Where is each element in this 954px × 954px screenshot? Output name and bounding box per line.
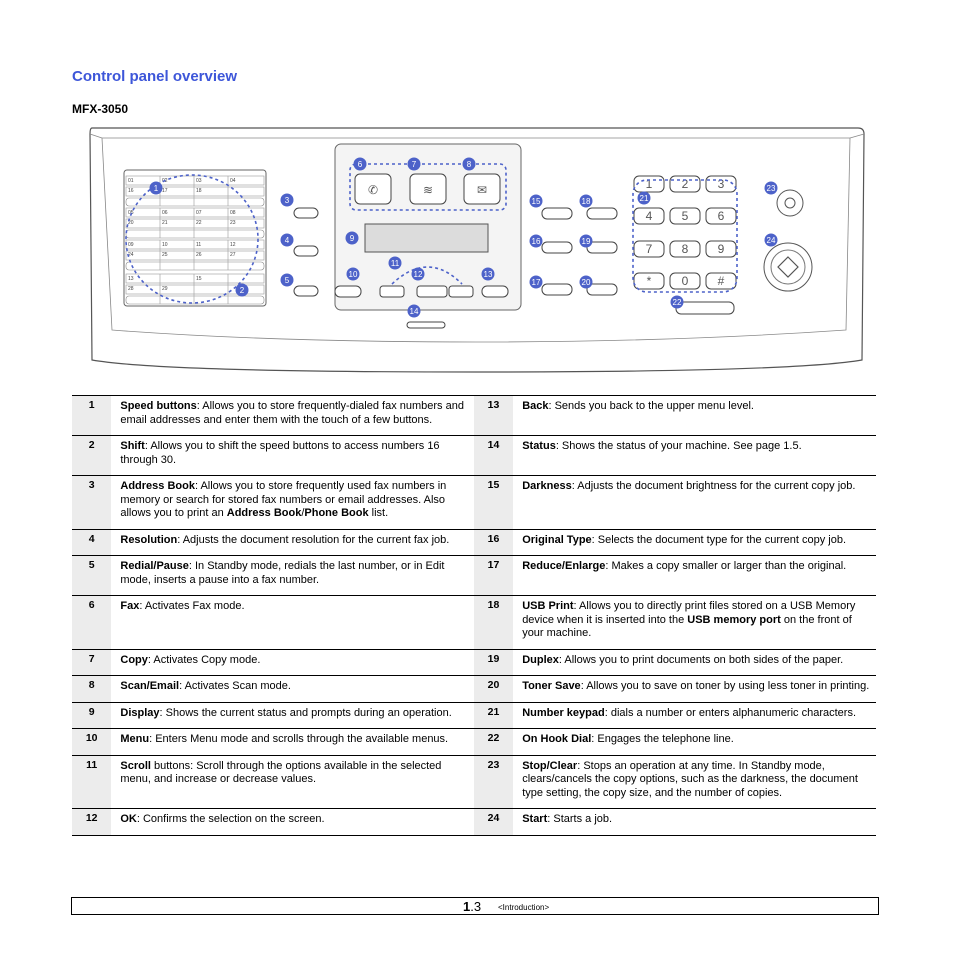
- item-number: 17: [474, 556, 513, 596]
- table-row: [72, 476, 876, 530]
- speed-label: 05: [128, 210, 134, 216]
- table-row: [72, 556, 876, 596]
- speed-label: 03: [196, 178, 202, 184]
- callout-number: 18: [581, 197, 591, 206]
- callout-number: 2: [239, 286, 245, 295]
- speed-label: 24: [128, 252, 134, 258]
- keypad-key-label: #: [717, 274, 725, 288]
- table-row: [72, 436, 876, 476]
- item-title: Copy: [120, 653, 148, 666]
- item-number: 22: [474, 729, 513, 756]
- item-description: Scan/Email: Activates Scan mode.: [111, 676, 473, 703]
- speed-label: 17: [162, 188, 168, 194]
- item-number: 5: [72, 556, 111, 596]
- item-title: Start: [522, 813, 548, 825]
- control-panel-illustration: [72, 124, 880, 374]
- table-row: [72, 729, 876, 756]
- item-title: Redial/Pause: [120, 560, 189, 572]
- callout-number: 8: [466, 160, 472, 169]
- item-title: Shift: [120, 440, 145, 452]
- speed-label: 01: [128, 178, 134, 184]
- item-title: Address Book: [120, 480, 195, 492]
- item-description: Status: Shows the status of your machine. See page 1.5.: [513, 436, 876, 476]
- item-number: 7: [72, 649, 111, 676]
- item-description: Shift: Allows you to shift the speed buttons to access numbers 16 through 30.: [111, 436, 473, 476]
- keypad-key-label: 5: [681, 209, 689, 223]
- table-row: [72, 809, 876, 836]
- item-number: 18: [474, 596, 513, 650]
- item-title: Reduce/Enlarge: [522, 560, 606, 572]
- svg-text:✉: ✉: [476, 183, 488, 197]
- callout-number: 19: [581, 237, 591, 246]
- item-title: Darkness: [522, 480, 572, 492]
- page-number: 1.3: [463, 899, 482, 914]
- item-number: 12: [72, 809, 111, 836]
- item-description: Stop/Clear: Stops an operation at any time. In Standby mode, clears/cancels the copy options, such as the darkness, the document type setting, the copy size, and the number of copies.: [513, 755, 876, 809]
- item-title: Status: [522, 440, 556, 452]
- item-number: 3: [72, 476, 111, 530]
- item-title: Toner Save: [522, 680, 581, 692]
- item-number: 1: [72, 396, 111, 436]
- item-description: Fax: Activates Fax mode.: [111, 596, 473, 650]
- page-footer: [71, 897, 879, 915]
- item-description: Original Type: Selects the document type for the current copy job.: [513, 529, 876, 556]
- item-description: Speed buttons: Allows you to store frequently-dialed fax numbers and email addresses and enter them with the touch of a few buttons.: [111, 396, 473, 436]
- item-number: 9: [72, 702, 111, 729]
- item-description: Redial/Pause: In Standby mode, redials the last number, or in Edit mode, inserts a pause into a fax number.: [111, 556, 473, 596]
- item-description: Darkness: Adjusts the document brightness for the current copy job.: [513, 476, 876, 530]
- svg-text:≋: ≋: [422, 183, 434, 197]
- speed-label: 10: [162, 242, 168, 248]
- item-title: Speed buttons: [120, 400, 197, 412]
- callout-number: 4: [284, 236, 290, 245]
- item-number: 15: [474, 476, 513, 530]
- item-description: On Hook Dial: Engages the telephone line.: [513, 729, 876, 756]
- item-title: Resolution: [120, 533, 178, 546]
- item-number: 13: [474, 396, 513, 436]
- speed-label: 07: [196, 210, 202, 216]
- keypad-key-label: *: [646, 274, 652, 288]
- item-number: 11: [72, 755, 111, 809]
- item-number: 14: [474, 436, 513, 476]
- control-description-table: [72, 395, 876, 836]
- section-title: Control panel overview: [72, 68, 238, 85]
- callout-number: 17: [531, 278, 541, 287]
- item-description: USB Print: Allows you to directly print files stored on a USB Memory device when it is inserted into the USB memory port on the front of your machine.: [513, 596, 876, 650]
- item-title: Scan/Email: [120, 680, 180, 692]
- callout-number: 1: [153, 184, 159, 193]
- speed-label: 11: [196, 242, 202, 248]
- item-description: Toner Save: Allows you to save on toner by using less toner in printing.: [513, 676, 876, 703]
- item-title: Menu: [120, 733, 150, 745]
- callout-number: 21: [639, 194, 649, 203]
- item-title: Duplex: [522, 653, 559, 666]
- item-description: Number keypad: dials a number or enters alphanumeric characters.: [513, 702, 876, 729]
- item-description: OK: Confirms the selection on the screen.: [111, 809, 473, 836]
- item-number: 6: [72, 596, 111, 650]
- speed-label: 25: [162, 252, 168, 258]
- table-row: [72, 702, 876, 729]
- speed-label: 02: [162, 178, 168, 184]
- item-title: Back: [522, 400, 549, 412]
- table-row: [72, 676, 876, 703]
- item-title: USB Print: [522, 600, 574, 612]
- speed-label: 27: [230, 252, 236, 258]
- speed-label: 04: [230, 178, 236, 184]
- callout-number: 23: [766, 184, 776, 193]
- item-number: 23: [474, 755, 513, 809]
- svg-text:✆: ✆: [367, 183, 379, 197]
- callout-number: 12: [413, 270, 423, 279]
- item-description: Start: Starts a job.: [513, 809, 876, 836]
- table-row: [72, 396, 876, 436]
- item-description: Copy: Activates Copy mode.: [111, 649, 473, 676]
- model-name: MFX-3050: [72, 102, 129, 116]
- callout-number: 20: [581, 278, 591, 287]
- callout-number: 10: [348, 270, 358, 279]
- callout-number: 5: [284, 276, 290, 285]
- item-number: 4: [72, 529, 111, 556]
- item-title: OK: [120, 813, 137, 825]
- table-row: [72, 755, 876, 809]
- table-row: [72, 529, 876, 556]
- callout-number: 15: [531, 197, 541, 206]
- callout-number: 3: [284, 196, 290, 205]
- speed-label: 15: [196, 276, 202, 282]
- speed-label: 12: [230, 242, 236, 248]
- callout-number: 16: [531, 237, 541, 246]
- speed-label: 06: [162, 210, 168, 216]
- item-description: Address Book: Allows you to store frequently used fax numbers in memory or search for stored fax numbers or email addresses. Also allows you to print an Address Book/Phone Book list.: [111, 476, 473, 530]
- item-number: 8: [72, 676, 111, 703]
- item-number: 16: [474, 529, 513, 556]
- item-title: Original Type: [522, 533, 592, 546]
- keypad-key-label: 7: [645, 242, 653, 256]
- callout-number: 24: [766, 236, 776, 245]
- speed-label: 20: [128, 220, 134, 226]
- item-description: Back: Sends you back to the upper menu level.: [513, 396, 876, 436]
- keypad-key-label: 8: [681, 242, 689, 256]
- keypad-key-label: 9: [717, 242, 725, 256]
- item-number: 2: [72, 436, 111, 476]
- item-number: 19: [474, 649, 513, 676]
- callout-number: 13: [483, 270, 493, 279]
- footer-section: <Introduction>: [498, 903, 550, 912]
- callout-number: 9: [349, 234, 355, 243]
- keypad-key-label: 6: [717, 209, 725, 223]
- table-row: [72, 649, 876, 676]
- keypad-key-label: 3: [717, 177, 725, 191]
- item-description: Duplex: Allows you to print documents on both sides of the paper.: [513, 649, 876, 676]
- speed-label: 21: [162, 220, 168, 226]
- item-description: Menu: Enters Menu mode and scrolls through the available menus.: [111, 729, 473, 756]
- item-title: Fax: [120, 600, 140, 612]
- item-number: 20: [474, 676, 513, 703]
- keypad-key-label: 2: [681, 177, 689, 191]
- callout-number: 14: [409, 307, 419, 316]
- item-description: Scroll buttons: Scroll through the options available in the selected menu, and increase or decrease values.: [111, 755, 473, 809]
- item-title: Scroll: [120, 759, 151, 772]
- speed-label: 29: [162, 286, 168, 292]
- speed-label: 13: [128, 276, 134, 282]
- speed-label: 09: [128, 242, 134, 248]
- item-description: Resolution: Adjusts the document resolution for the current fax job.: [111, 529, 473, 556]
- keypad-key-label: 0: [681, 274, 689, 288]
- speed-label: 26: [196, 252, 202, 258]
- keypad-key-label: 4: [645, 209, 653, 223]
- item-title: Number keypad: [522, 706, 605, 719]
- speed-label: 16: [128, 188, 134, 194]
- item-number: 24: [474, 809, 513, 836]
- item-title: Display: [120, 706, 160, 719]
- item-title: Stop/Clear: [522, 759, 578, 772]
- speed-label: 08: [230, 210, 236, 216]
- speed-label: 22: [196, 220, 202, 226]
- item-number: 21: [474, 702, 513, 729]
- item-description: Display: Shows the current status and prompts during an operation.: [111, 702, 473, 729]
- item-number: 10: [72, 729, 111, 756]
- keypad-key-label: 1: [645, 177, 653, 191]
- callout-number: 11: [390, 259, 400, 268]
- speed-label: 28: [128, 286, 134, 292]
- callout-number: 22: [672, 298, 682, 307]
- callout-number: 7: [411, 160, 417, 169]
- speed-label: 23: [230, 220, 236, 226]
- item-description: Reduce/Enlarge: Makes a copy smaller or larger than the original.: [513, 556, 876, 596]
- table-row: [72, 596, 876, 650]
- callout-number: 6: [357, 160, 363, 169]
- speed-label: 18: [196, 188, 202, 194]
- item-title: On Hook Dial: [522, 733, 592, 745]
